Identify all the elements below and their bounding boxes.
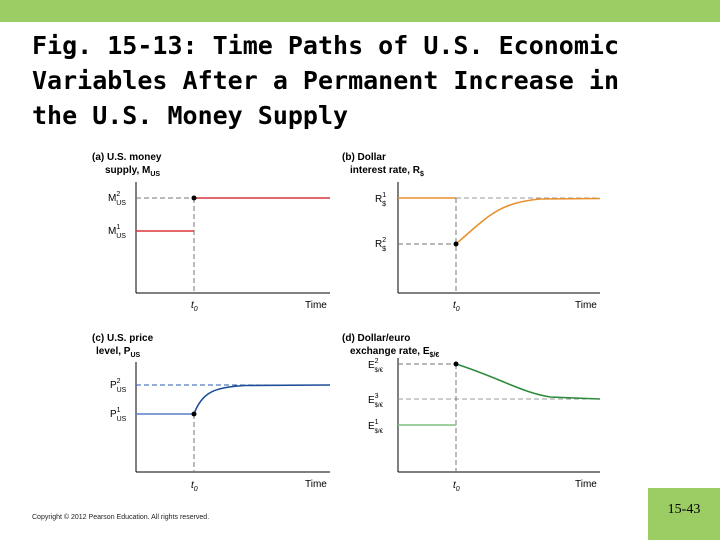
panel-b-label-r2: $R^2$ $: [375, 237, 387, 253]
panel-b: [342, 152, 600, 313]
panel-d-label-e1: $E^1$ $/€: [368, 419, 383, 435]
page-number-box: [648, 488, 720, 540]
panel-a-t0-label: $t_0$: [191, 300, 198, 313]
slide-title-line-1: Fig. 15-13: Time Paths of U.S. Economic: [32, 31, 619, 60]
panel-a-jump-point: [192, 196, 197, 201]
panel-a-title-line-1: (a) U.S. money: [92, 152, 162, 163]
panel-a-x-label: Time: [305, 300, 327, 311]
panel-c-title-line-1: (c) U.S. price: [92, 333, 154, 344]
panel-d-label-e3: $E^3$ $/€: [368, 393, 383, 409]
panel-d-x-label: Time: [575, 479, 597, 490]
panel-b-t0-label: $t_0$: [453, 300, 460, 313]
panel-d-title-line-2: exchange rate, $E_{\$/€}$: [350, 346, 440, 359]
panel-c-x-label: Time: [305, 479, 327, 490]
panel-b-jump-point: [454, 242, 459, 247]
panel-b-title-line-1: (b) Dollar: [342, 152, 386, 163]
slide-title-line-3: the U.S. Money Supply: [32, 101, 349, 130]
panel-b-title-line-2: interest rate, $R_{\$}$: [350, 165, 424, 178]
panel-c: [92, 333, 330, 493]
panel-a-title-line-2: supply, $M_{US}$: [105, 165, 161, 178]
panel-d-title-line-1: (d) Dollar/euro: [342, 333, 411, 344]
panel-a: [92, 152, 330, 313]
panel-b-label-r1: $R^1$ $: [375, 192, 387, 208]
panel-c-price-path: [194, 385, 330, 414]
panel-d-exchange-rate-path: [456, 364, 600, 399]
panel-c-title-line-2: level, $P_{US}$: [96, 346, 141, 359]
panel-c-label-p2: $P^2$ US: [110, 378, 127, 394]
slide-title-line-2: Variables After a Permanent Increase in: [32, 66, 619, 95]
page-number: 15-43: [667, 502, 701, 517]
panel-c-t0-label: $t_0$: [191, 480, 198, 493]
panel-d: [342, 333, 600, 493]
panel-d-t0-label: $t_0$: [453, 480, 460, 493]
panel-d-jump-point: [454, 362, 459, 367]
panel-a-label-m1: $M^1$ US: [108, 224, 126, 240]
panel-c-jump-point: [192, 412, 197, 417]
panel-d-label-e2: $E^2$ $/€: [368, 358, 383, 374]
panel-b-rate-path: [456, 199, 600, 245]
panel-b-x-label: Time: [575, 300, 597, 311]
panel-c-label-p1: $P^1$ US: [110, 407, 127, 423]
panel-a-label-m2: $M^2$ US: [108, 191, 126, 207]
copyright-notice: Copyright © 2012 Pearson Education. All rights reserved.: [32, 514, 210, 521]
